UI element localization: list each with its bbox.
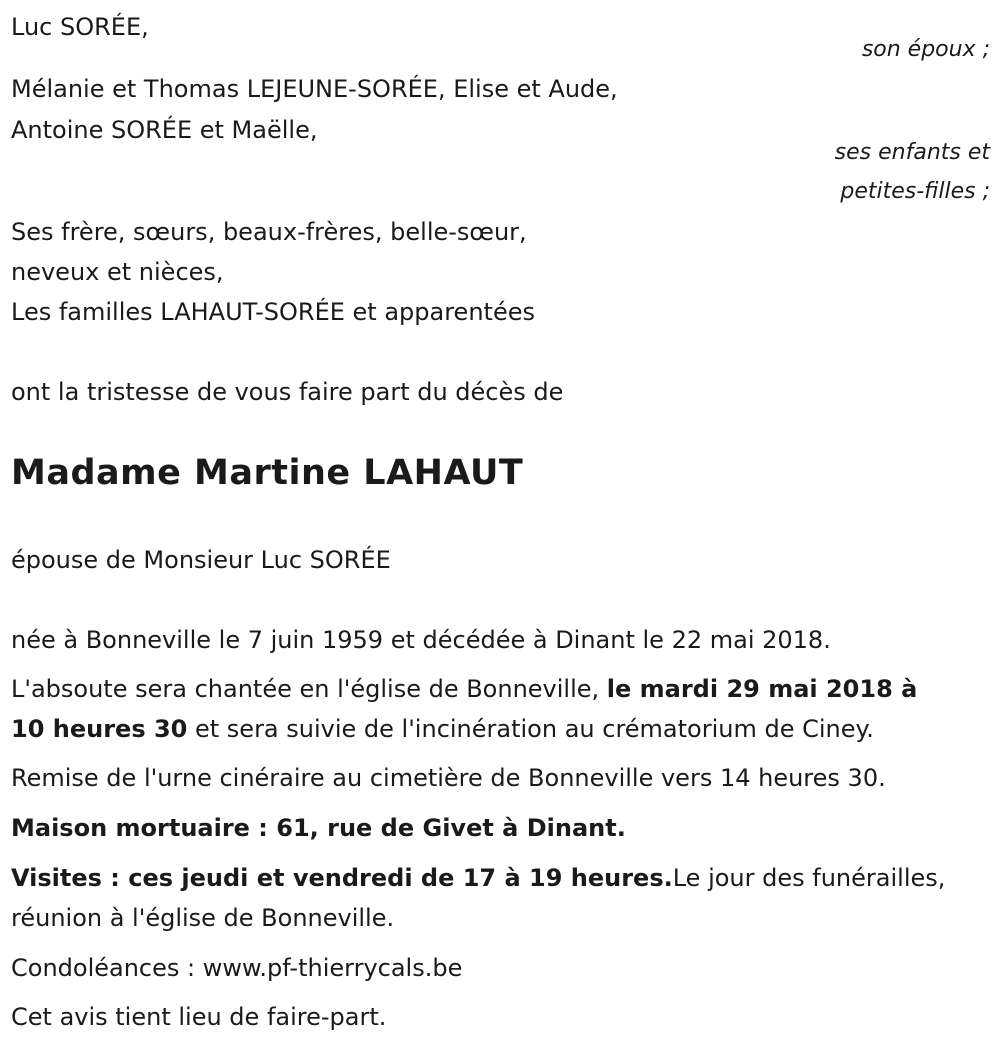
deceased-name: Madame Martine LAHAUT [11,453,524,493]
children-role-line-1: ses enfants et [834,140,990,165]
ceremony-time: 10 heures 30 [11,715,188,743]
ceremony-text-1: L'absoute sera chantée en l'église de Bonneville, [11,675,607,703]
urn-remittance: Remise de l'urne cinéraire au cimetière de Bonneville vers 14 heures 30. [11,764,886,792]
announcement: ont la tristesse de vous faire part du décès de [11,378,564,406]
spouse-role: son époux ; [861,37,990,62]
mortuary: Maison mortuaire : 61, rue de Givet à Dinant. [11,814,626,842]
birth-death: née à Bonneville le 7 juin 1959 et décédée à Dinant le 22 mai 2018. [11,626,831,654]
children-line-1: Mélanie et Thomas LEJEUNE-SORÉE, Elise et Aude, [11,75,618,103]
spouse-name: Luc SORÉE, [11,13,149,41]
spouse-of: épouse de Monsieur Luc SORÉE [11,546,391,574]
ceremony-line-2 [11,714,874,744]
relatives-line-1: Ses frère, sœurs, beaux-frères, belle-sœur, [11,218,527,246]
relatives-line-3: Les familles LAHAUT-SORÉE et apparentées [11,298,535,326]
visits-line-2: réunion à l'église de Bonneville. [11,904,395,932]
visits-text: Le jour des funérailles, [672,864,946,892]
closing-note: Cet avis tient lieu de faire-part. [11,1003,387,1031]
ceremony-text-2: et sera suivie de l'incinération au crématorium de Ciney. [187,715,874,743]
children-role-line-2: petites-filles ; [840,179,990,204]
ceremony-date: le mardi 29 mai 2018 à [606,675,918,703]
children-line-2: Antoine SORÉE et Maëlle, [11,116,318,144]
ceremony-line-1 [11,674,917,704]
condolences: Condoléances : www.pf-thierrycals.be [11,954,463,982]
relatives-line-2: neveux et nièces, [11,258,224,286]
visits-line-1 [11,863,945,893]
visits-hours: Visites : ces jeudi et vendredi de 17 à 19 heures. [11,864,673,892]
